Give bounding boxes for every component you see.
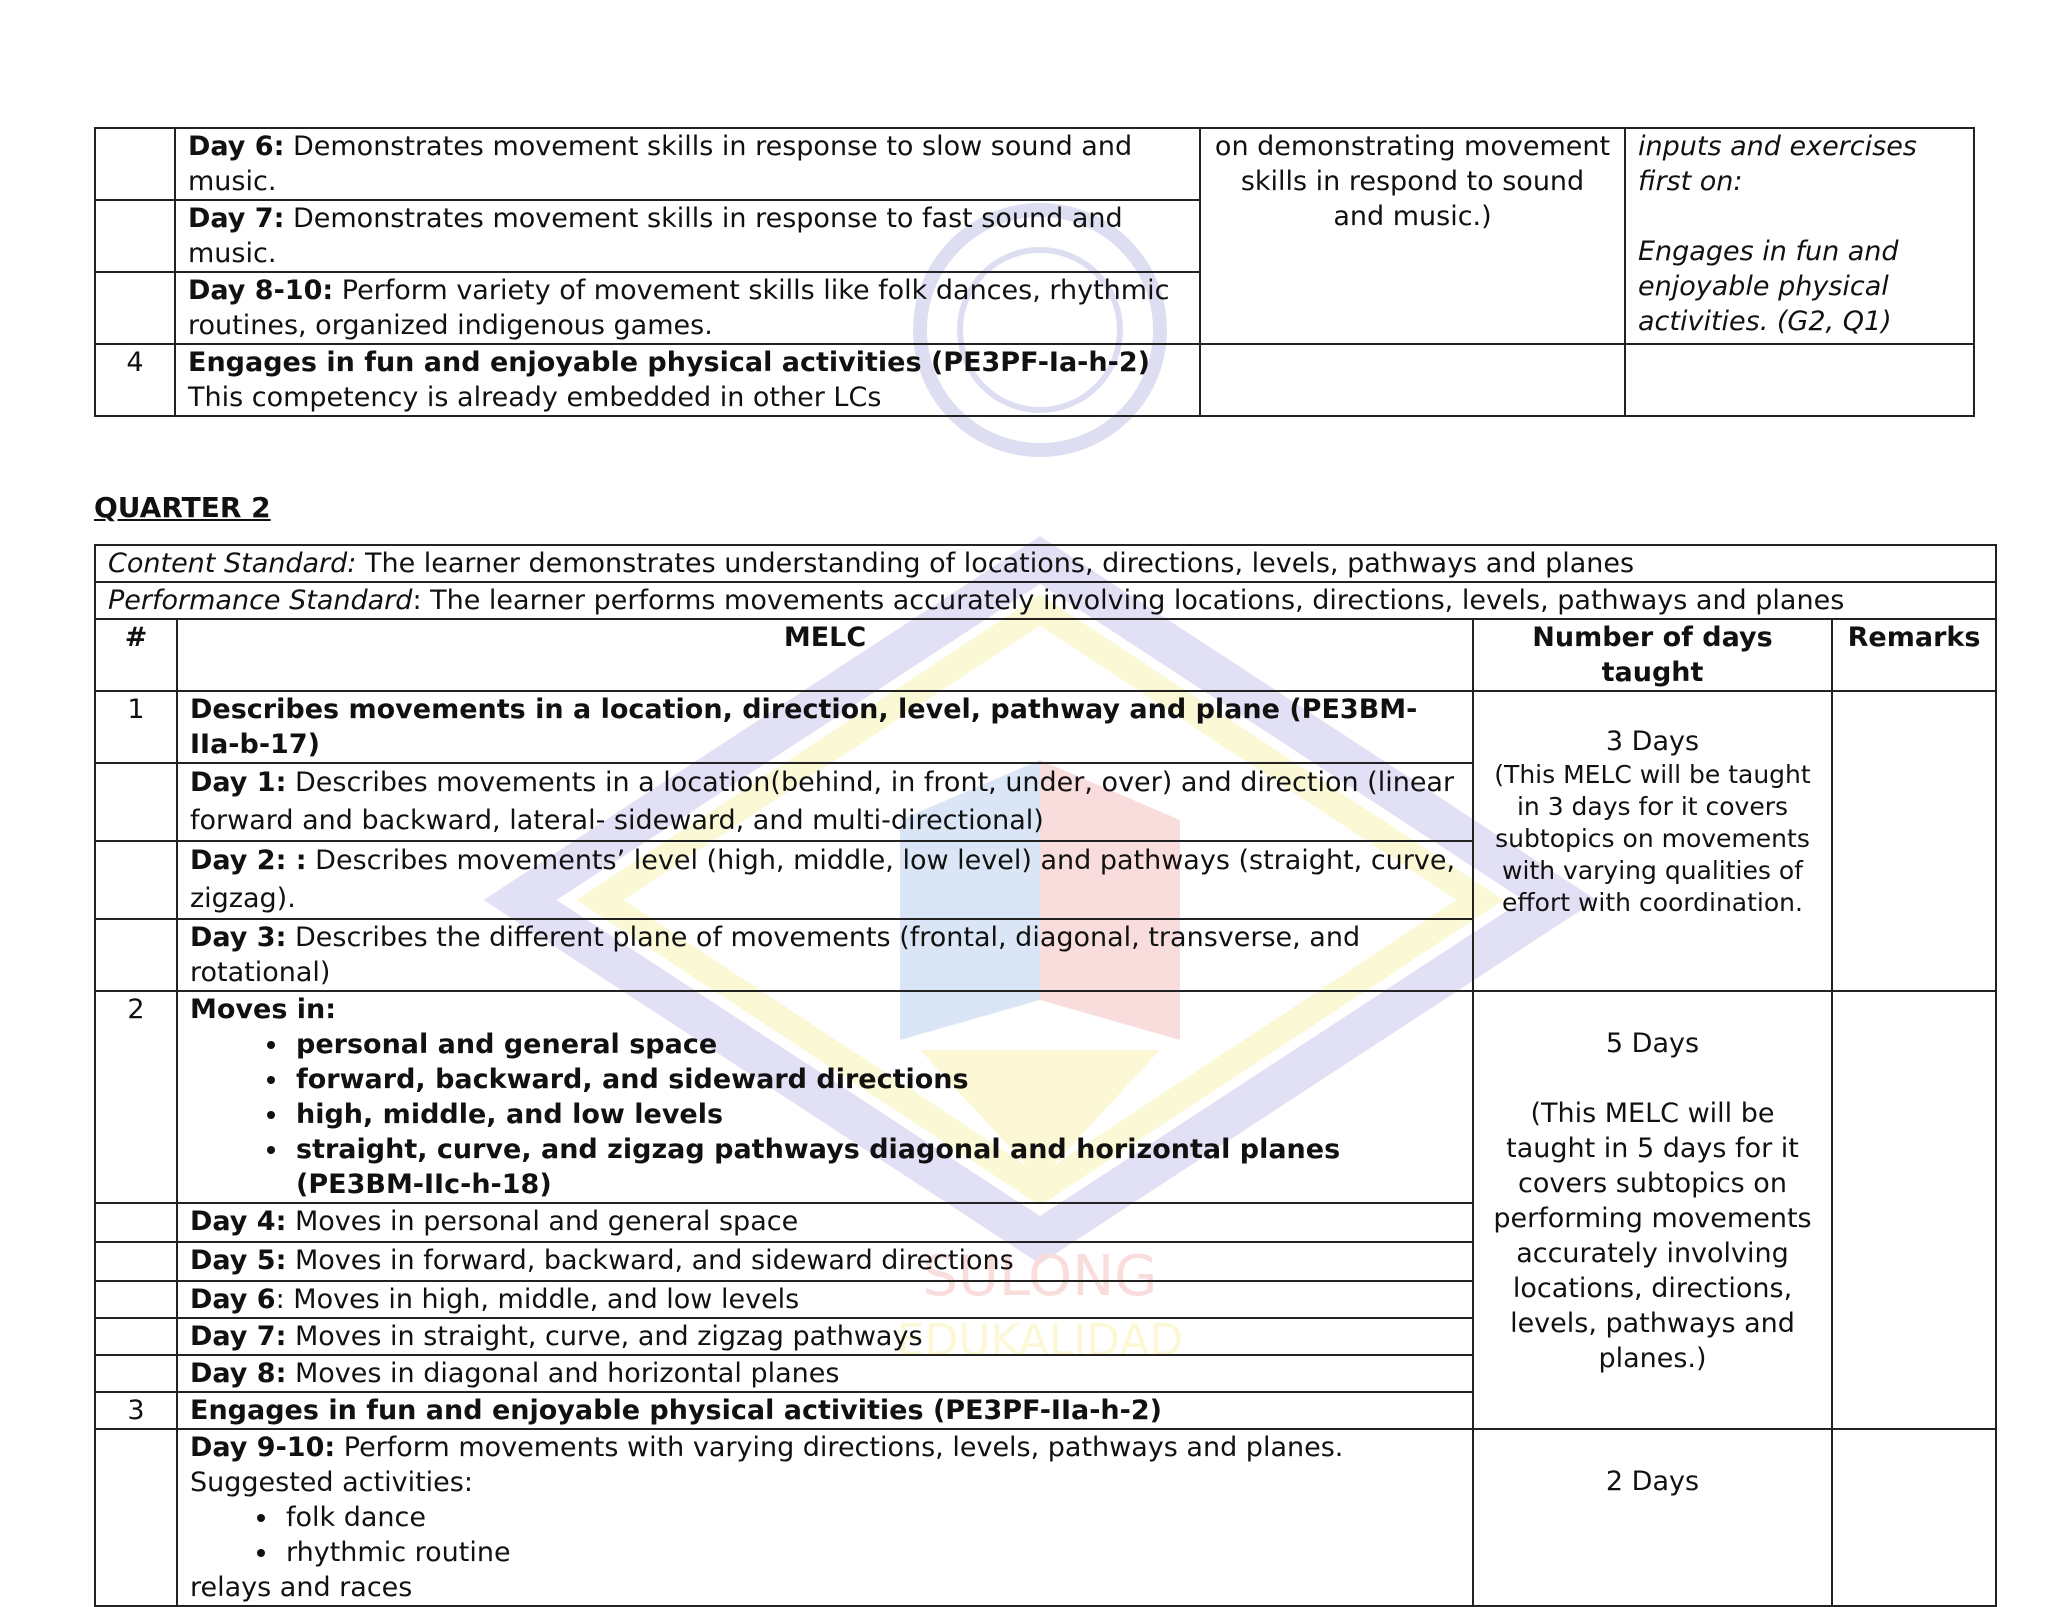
melc-title: Engages in fun and enjoyable physical activities (PE3PF-Ia-h-2): [188, 347, 1150, 378]
top-table: [94, 127, 1975, 417]
day-text: Moves in diagonal and horizontal planes: [286, 1358, 840, 1389]
remarks-line-2: Engages in fun and enjoyable physical activities. (G2, Q1): [1638, 236, 1899, 337]
melc-title: Moves in:: [190, 994, 337, 1025]
quarter-heading: QUARTER 2: [94, 491, 271, 524]
day-label: Day 8:: [190, 1358, 287, 1389]
day-cell: [175, 272, 1200, 344]
day-text: Describes movements’ level (high, middle, low level) and pathways (straight, curve, zigzag).: [190, 845, 1456, 914]
performance-standard-row: [95, 582, 1996, 619]
day-cell: [177, 1281, 1473, 1318]
days-note-cell: on demonstrating movement skills in respond to sound and music.): [1200, 128, 1625, 344]
watermark-text-2: EDUKALIDAD: [896, 1315, 1184, 1366]
row-number: [95, 1429, 177, 1606]
remarks-line-1: inputs and exercises first on:: [1638, 131, 1917, 197]
table-row: [95, 344, 1974, 416]
melc-title: Engages in fun and enjoyable physical activities (PE3PF-IIa-h-2): [177, 1392, 1473, 1429]
header-remarks: Remarks: [1832, 619, 1996, 691]
row-number: [95, 1318, 177, 1355]
day-cell: [177, 841, 1473, 919]
day-label: Day 9-10:: [190, 1432, 336, 1463]
list-item: • forward, backward, and sideward directions: [290, 1062, 1460, 1097]
day-text: Describes the different plane of movements (frontal, diagonal, transverse, and rotational): [190, 922, 1361, 988]
content-standard-row: [95, 545, 1996, 582]
content-standard: [95, 545, 1996, 582]
performance-standard-text: : The learner performs movements accurately involving locations, directions, levels, pathways and planes: [412, 585, 1845, 616]
day-label: Day 6:: [188, 131, 285, 162]
day-text: Perform variety of movement skills like folk dances, rhythmic routines, organized indigenous games.: [188, 275, 1170, 341]
row-number: 3: [95, 1392, 177, 1429]
list-item: • high, middle, and low levels: [290, 1097, 1460, 1132]
list-item: • straight, curve, and zigzag pathways diagonal and horizontal planes (PE3BM-IIc-h-18): [290, 1132, 1460, 1202]
days-cell: [1200, 344, 1625, 416]
day-text: Perform movements with varying directions, levels, pathways and planes.: [335, 1432, 1344, 1463]
header-days: Number of days taught: [1473, 619, 1832, 691]
day-label: Day 3:: [190, 922, 287, 953]
day-cell: [177, 1318, 1473, 1355]
remarks-cell: [1832, 691, 1996, 991]
activity-list: [190, 1500, 1460, 1570]
days-cell: [1473, 991, 1832, 1429]
row-number: [95, 763, 177, 841]
table-row: [95, 128, 1974, 200]
day-label: Day 8-10:: [188, 275, 334, 306]
watermark-text-1: SULONG: [922, 1244, 1158, 1309]
days-note: (This MELC will be taught in 5 days for it covers subtopics on performing movements accurately involving locations, directions, levels, pathways and planes.): [1493, 1098, 1812, 1374]
melc-bullet-list: [190, 1027, 1460, 1202]
remarks-cell: [1832, 991, 1996, 1429]
row-number: [95, 841, 177, 919]
day-label: Day 5:: [190, 1245, 287, 1276]
row-number: [95, 272, 175, 344]
melc-cell: [175, 344, 1200, 416]
row-number: [95, 1242, 177, 1281]
day-text: Describes movements in a location(behind, in front, under, over) and direction (linear forward and backward, lateral- sideward, and multi-directional): [190, 767, 1455, 836]
day-cell: [177, 1429, 1473, 1606]
suggested-label: Suggested activities:: [190, 1467, 473, 1498]
header-melc: MELC: [177, 619, 1473, 691]
content-standard-label: Content Standard:: [108, 548, 357, 579]
row-number: [95, 919, 177, 991]
row-number: 1: [95, 691, 177, 763]
days-count: 2 Days: [1605, 1466, 1700, 1497]
day-text: Moves in straight, curve, and zigzag pathways: [286, 1321, 923, 1352]
content-standard-text: The learner demonstrates understanding of locations, directions, levels, pathways and planes: [356, 548, 1635, 579]
list-item: • personal and general space: [290, 1027, 1460, 1062]
table-row: [95, 1429, 1996, 1606]
remarks-cell: [1832, 1429, 1996, 1606]
row-number: 2: [95, 991, 177, 1203]
list-item: • rhythmic routine: [280, 1535, 1460, 1570]
day-label: Day 2: :: [190, 845, 307, 876]
day-text: Moves in personal and general space: [286, 1206, 799, 1237]
days-note: (This MELC will be taught in 3 days for it covers subtopics on movements with varying qualities of effort with coordination.: [1494, 760, 1811, 917]
days-cell: [1473, 691, 1832, 991]
day-cell: [175, 128, 1200, 200]
day-cell: [177, 919, 1473, 991]
day-cell: [177, 1355, 1473, 1392]
row-number: [95, 1203, 177, 1242]
day-cell: [175, 200, 1200, 272]
days-count: 5 Days: [1605, 1028, 1700, 1059]
row-number: [95, 1355, 177, 1392]
day-text: Moves in forward, backward, and sideward directions: [286, 1245, 1014, 1276]
remarks-cell: [1625, 128, 1974, 344]
melc-cell: [177, 991, 1473, 1203]
melc-title: Describes movements in a location, direction, level, pathway and plane (PE3BM-IIa-b-17): [177, 691, 1473, 763]
day-text: : Moves in high, middle, and low levels: [275, 1284, 800, 1315]
last-activity: relays and races: [190, 1572, 413, 1603]
remarks-cell: [1625, 344, 1974, 416]
table-row: [95, 991, 1996, 1203]
performance-standard: [95, 582, 1996, 619]
performance-standard-label: Performance Standard: [108, 585, 413, 616]
day-cell: [177, 1242, 1473, 1281]
days-count: 3 Days: [1605, 726, 1700, 757]
quarter2-table: [94, 544, 1997, 1607]
row-number: [95, 200, 175, 272]
header-row: [95, 619, 1996, 691]
header-num: #: [95, 619, 177, 691]
row-number: 4: [95, 344, 175, 416]
list-item: • folk dance: [280, 1500, 1460, 1535]
day-label: Day 1:: [190, 767, 287, 798]
day-label: Day 7:: [188, 203, 285, 234]
days-cell: [1473, 1429, 1832, 1606]
day-label: Day 7:: [190, 1321, 287, 1352]
day-cell: [177, 763, 1473, 841]
day-text: Demonstrates movement skills in response to fast sound and music.: [188, 203, 1123, 269]
table-row: [95, 691, 1996, 763]
row-number: [95, 1281, 177, 1318]
day-label: Day 4:: [190, 1206, 287, 1237]
row-number: [95, 128, 175, 200]
day-cell: [177, 1203, 1473, 1242]
melc-note: This competency is already embedded in other LCs: [188, 382, 882, 413]
day-text: Demonstrates movement skills in response to slow sound and music.: [188, 131, 1133, 197]
day-label: Day 6: [190, 1284, 276, 1315]
